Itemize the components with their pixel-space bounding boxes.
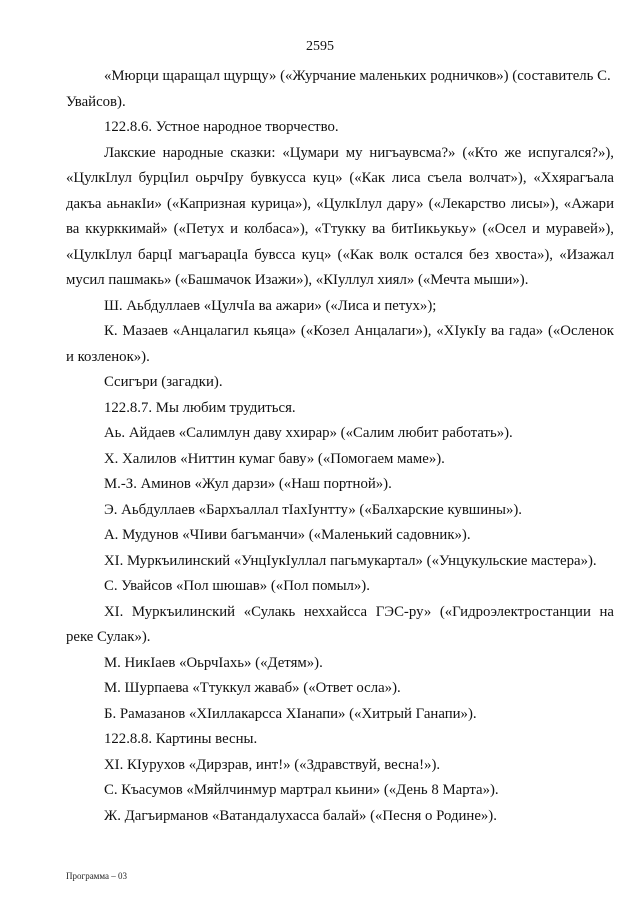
section-heading: 122.8.7. Мы любим трудиться. <box>104 399 296 416</box>
paragraph: ХI. КIурухов «Дирзрав, инт!» («Здравствуй, весна!»). <box>104 756 441 773</box>
section-heading: 122.8.8. Картины весны. <box>104 731 258 747</box>
paragraph: С. Увайсов «Пол шюшав» («Пол помыл»). <box>104 578 370 594</box>
paragraph: Ш. Аьбдуллаев «ЦулчIа ва ажари» («Лиса и петух»); <box>104 297 437 314</box>
paragraph: С. Къасумов «Мяйлчинмур мартрал кьини» («День 8 Марта»). <box>104 782 499 798</box>
footer-note: Программа – 03 <box>66 871 128 881</box>
paragraph: Ж. Дагъирманов «Ватандалухасса балай» («Песня о Родине»). <box>104 807 497 824</box>
document-body <box>66 64 614 829</box>
paragraph: Э. Аьбдуллаев «Бархъаллал тIахIунтту» («Балхарские кувшины»). <box>104 501 523 518</box>
paragraph: Б. Рамазанов «ХIиллакарсса ХIанапи» («Хитрый Ганапи»). <box>104 705 477 722</box>
paragraph: Х. Халилов «Ниттин кумаг баву» («Помогаем маме»). <box>104 450 445 467</box>
page-number: 2595 <box>306 39 334 54</box>
paragraph: ХI. Муркъилинский «УнцIукIуллал пагьмукартал» («Унцукульские мастера»). <box>104 552 597 569</box>
section-heading: 122.8.6. Устное народное творчество. <box>104 119 339 135</box>
paragraph: А. Мудунов «ЧIиви багъманчи» («Маленький садовник»). <box>104 527 471 543</box>
paragraph: М. Шурпаева «Ттуккул жаваб» («Ответ осла»). <box>104 680 401 696</box>
paragraph: М.-З. Аминов «Жул дарзи» («Наш портной»). <box>104 476 392 492</box>
paragraph: ХI. Муркъилинский «Сулакь неххайсса ГЭС-ру» («Гидроэлектростанции на реке Сулак»). <box>66 603 614 645</box>
paragraph: М. НикIаев «ОьрчIахь» («Детям»). <box>104 654 323 671</box>
paragraph: «Мюрци щаращал щурщу» («Журчание маленьких родничков») (составитель С. Увайсов). <box>66 68 611 110</box>
paragraph: Лакские народные сказки: «Цумари му нигъаувсма?» («Кто же испугался?»), «ЦулкIлул бурцIил оьрчIру бувкусса куц» («Как лиса съела волчат»), «Ххярагъала дакъа аьнакIи» («Капризная курица»), «ЦулкIлул дару» («Лекарство лисы»), «Ажари ва ккурккимай» («Петух и колбаса»), «Ттукку ва битIикьукьу» («Осел и муравей»), «ЦулкIлул барцI магъарацIа бувсса куц» («Как волк остался без хвоста»), «Изажал мусил пашмакь» («Башмачок Изажи»), «КIуллул хиял» («Мечта мыши»). <box>66 144 614 288</box>
paragraph: Ссигъри (загадки). <box>104 374 223 390</box>
paragraph: Аь. Айдаев «Салимлун даву ххирар» («Салим любит работать»). <box>104 425 513 441</box>
paragraph: К. Мазаев «Анцалагил кьяца» («Козел Анцалаги»), «ХIукIу ва гада» («Осленок и козленок»). <box>66 323 614 365</box>
